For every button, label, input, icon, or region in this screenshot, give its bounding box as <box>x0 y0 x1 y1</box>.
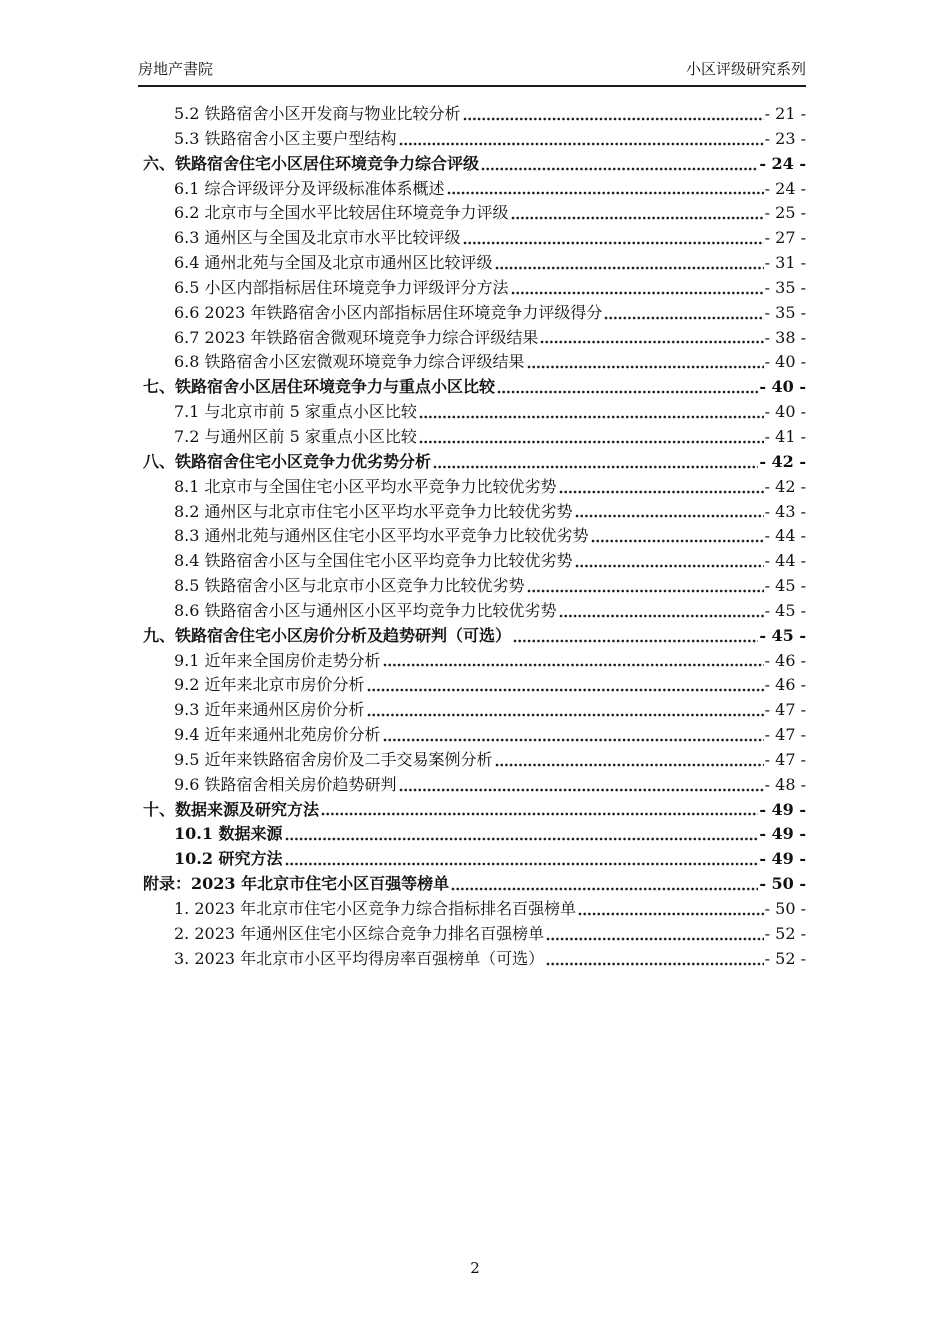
toc-entry <box>143 723 806 748</box>
dot-leader <box>399 773 764 798</box>
dot-leader <box>511 276 764 301</box>
toc-entry-page: - 41 - <box>764 426 806 446</box>
toc-entry <box>143 773 806 798</box>
toc-entry-text: 1. 2023 年北京市住宅小区竞争力综合指标排名百强榜单 <box>174 899 577 918</box>
toc-entry-page: - 50 - <box>759 874 806 894</box>
dot-leader <box>578 897 763 922</box>
toc-entry <box>143 226 806 251</box>
toc-entry-page: - 42 - <box>764 476 806 496</box>
toc-entry-page: - 24 - <box>764 178 806 198</box>
toc-entry-text: 8.3 通州北苑与通州区住宅小区平均水平竞争力比较优劣势 <box>174 526 589 546</box>
dot-leader <box>559 599 764 624</box>
toc-entry-text: 9.6 铁路宿舍相关房价趋势研判 <box>174 774 397 794</box>
toc-entry-page: - 49 - <box>759 849 806 869</box>
toc-entry <box>143 673 806 698</box>
toc-entry-text: 9.4 近年来通州北苑房价分析 <box>174 725 381 745</box>
toc-entry-text: 8.4 铁路宿舍小区与全国住宅小区平均竞争力比较优劣势 <box>174 551 573 571</box>
toc-entry-text: 7.2 与通州区前 5 家重点小区比较 <box>174 426 417 446</box>
dot-leader <box>540 326 763 351</box>
toc-entry-text: 7.1 与北京市前 5 家重点小区比较 <box>174 402 417 422</box>
toc-entry-text: 9.2 近年来北京市房价分析 <box>174 675 365 695</box>
toc-entry <box>143 822 806 847</box>
toc-entry <box>143 152 806 177</box>
dot-leader <box>285 822 759 847</box>
toc-entry-page: - 40 - <box>759 377 806 397</box>
toc-entry-page: - 31 - <box>764 253 806 273</box>
toc-entry-page: - 38 - <box>764 327 806 347</box>
toc-entry <box>143 475 806 500</box>
toc-entry-page: - 40 - <box>764 352 806 372</box>
dot-leader <box>575 549 764 574</box>
toc-entry-page: - 21 - <box>764 104 806 123</box>
toc-entry-page: - 47 - <box>764 725 806 745</box>
toc-entry-text: 六、铁路宿舍住宅小区居住环境竞争力综合评级 <box>143 153 480 173</box>
dot-leader <box>591 524 764 549</box>
page-header <box>138 60 806 87</box>
toc-entry-text: 5.2 铁路宿舍小区开发商与物业比较分析 <box>174 104 461 123</box>
toc-entry <box>143 102 806 127</box>
toc-entry-page: - 45 - <box>764 576 806 596</box>
toc-entry-page: - 24 - <box>759 153 806 173</box>
dot-leader <box>383 723 764 748</box>
toc-entry <box>143 897 806 922</box>
dot-leader <box>495 748 764 773</box>
dot-leader <box>511 201 764 226</box>
dot-leader <box>463 226 764 251</box>
toc-entry <box>143 251 806 276</box>
dot-leader <box>495 251 764 276</box>
toc-entry-page: - 25 - <box>764 203 806 223</box>
toc-entry-text: 8.2 通州区与北京市住宅小区平均水平竞争力比较优劣势 <box>174 501 573 521</box>
dot-leader <box>321 798 758 823</box>
toc-entry <box>143 748 806 773</box>
toc-entry-text: 十、数据来源及研究方法 <box>143 799 320 819</box>
toc-entry-page: - 48 - <box>764 774 806 794</box>
toc-entry-text: 6.8 铁路宿舍小区宏微观环境竞争力综合评级结果 <box>174 352 525 372</box>
dot-leader <box>447 177 764 202</box>
toc-entry <box>143 326 806 351</box>
toc-entry <box>143 400 806 425</box>
dot-leader <box>367 673 764 698</box>
toc-entry-page: - 49 - <box>759 824 806 844</box>
toc-entry-text: 8.5 铁路宿舍小区与北京市小区竞争力比较优劣势 <box>174 576 525 596</box>
toc-entry-text: 2. 2023 年通州区住宅小区综合竞争力排名百强榜单 <box>174 923 545 943</box>
toc-entry <box>143 127 806 152</box>
toc-entry-text: 附录：2023 年北京市住宅小区百强等榜单 <box>143 874 450 894</box>
toc-entry-text: 6.1 综合评级评分及评级标准体系概述 <box>174 178 445 198</box>
toc-entry <box>143 375 806 400</box>
toc-entry-page: - 47 - <box>764 700 806 720</box>
toc-entry-page: - 46 - <box>764 675 806 695</box>
toc-entry-page: - 23 - <box>764 128 806 148</box>
toc-entry <box>143 350 806 375</box>
toc-entry-page: - 52 - <box>764 948 806 968</box>
toc-entry-page: - 45 - <box>764 600 806 620</box>
toc-entry <box>143 301 806 326</box>
toc-entry <box>143 201 806 226</box>
dot-leader <box>546 922 763 947</box>
toc-entry-page: - 40 - <box>764 402 806 422</box>
toc-entry-text: 七、铁路宿舍小区居住环境竞争力与重点小区比较 <box>143 377 496 397</box>
toc-entry-page: - 44 - <box>764 551 806 571</box>
footer-page-number: 2 <box>470 1259 480 1277</box>
dot-leader <box>463 102 764 127</box>
dot-leader <box>497 375 758 400</box>
toc-entry-page: - 49 - <box>759 799 806 819</box>
toc-entry-text: 八、铁路宿舍住宅小区竞争力优劣势分析 <box>143 451 432 471</box>
toc-entry-page: - 45 - <box>759 625 806 645</box>
dot-leader <box>527 350 764 375</box>
dot-leader <box>481 152 758 177</box>
toc-entry <box>143 549 806 574</box>
toc-entry <box>143 450 806 475</box>
toc-entry-text: 6.4 通州北苑与全国及北京市通州区比较评级 <box>174 253 493 273</box>
toc-entry-page: - 27 - <box>764 228 806 248</box>
dot-leader <box>451 872 758 897</box>
toc-entry-text: 10.2 研究方法 <box>174 849 283 869</box>
dot-leader <box>285 847 759 872</box>
toc-entry-page: - 52 - <box>764 923 806 943</box>
dot-leader <box>383 649 764 674</box>
toc-entry-text: 6.5 小区内部指标居住环境竞争力评级评分方法 <box>174 277 509 297</box>
dot-leader <box>575 500 764 525</box>
toc-entry <box>143 524 806 549</box>
toc-entry-page: - 47 - <box>764 749 806 769</box>
toc-list <box>143 102 806 972</box>
dot-leader <box>527 574 764 599</box>
toc-entry-text: 9.5 近年来铁路宿舍房价及二手交易案例分析 <box>174 749 493 769</box>
toc-entry <box>143 698 806 723</box>
toc-entry-text: 6.6 2023 年铁路宿舍小区内部指标居住环境竞争力评级得分 <box>174 302 603 322</box>
toc-entry-page: - 42 - <box>759 451 806 471</box>
toc-entry <box>143 500 806 525</box>
toc-entry <box>143 599 806 624</box>
dot-leader <box>604 301 763 326</box>
toc-entry-text: 九、铁路宿舍住宅小区房价分析及趋势研判（可选） <box>143 625 512 645</box>
toc-entry-text: 10.1 数据来源 <box>174 824 283 844</box>
toc-entry-page: - 35 - <box>764 277 806 297</box>
dot-leader <box>419 425 764 450</box>
toc-entry <box>143 624 806 649</box>
toc-entry <box>143 425 806 450</box>
toc-entry <box>143 276 806 301</box>
page-footer <box>0 1258 950 1278</box>
toc-entry <box>143 847 806 872</box>
toc-entry-text: 6.7 2023 年铁路宿舍微观环境竞争力综合评级结果 <box>174 327 539 347</box>
toc-entry-text: 8.1 北京市与全国住宅小区平均水平竞争力比较优劣势 <box>174 476 557 496</box>
toc-entry-text: 6.3 通州区与全国及北京市水平比较评级 <box>174 228 461 248</box>
header-left-text: 房地产書院 <box>138 60 214 78</box>
toc-entry-text: 8.6 铁路宿舍小区与通州区小区平均竞争力比较优劣势 <box>174 600 557 620</box>
toc-entry-page: - 43 - <box>764 501 806 521</box>
toc-entry <box>143 574 806 599</box>
toc-entry <box>143 177 806 202</box>
toc-entry-page: - 44 - <box>764 526 806 546</box>
dot-leader <box>419 400 764 425</box>
dot-leader <box>546 947 763 972</box>
toc-entry-text: 6.2 北京市与全国水平比较居住环境竞争力评级 <box>174 203 509 223</box>
toc-entry-page: - 50 - <box>764 899 806 918</box>
toc-entry-text: 5.3 铁路宿舍小区主要户型结构 <box>174 128 397 148</box>
dot-leader <box>433 450 758 475</box>
toc-entry <box>143 798 806 823</box>
dot-leader <box>399 127 764 152</box>
dot-leader <box>367 698 764 723</box>
header-right-text: 小区评级研究系列 <box>685 60 806 78</box>
toc-entry-text: 3. 2023 年北京市小区平均得房率百强榜单（可选） <box>174 948 545 968</box>
toc-entry-page: - 46 - <box>764 650 806 670</box>
toc-entry-page: - 35 - <box>764 302 806 322</box>
dot-leader <box>559 475 764 500</box>
dot-leader <box>513 624 758 649</box>
toc-entry <box>143 649 806 674</box>
toc-entry-text: 9.3 近年来通州区房价分析 <box>174 700 365 720</box>
toc-entry-text: 9.1 近年来全国房价走势分析 <box>174 650 381 670</box>
toc-entry <box>143 922 806 947</box>
toc-entry <box>143 947 806 972</box>
toc-entry <box>143 872 806 897</box>
